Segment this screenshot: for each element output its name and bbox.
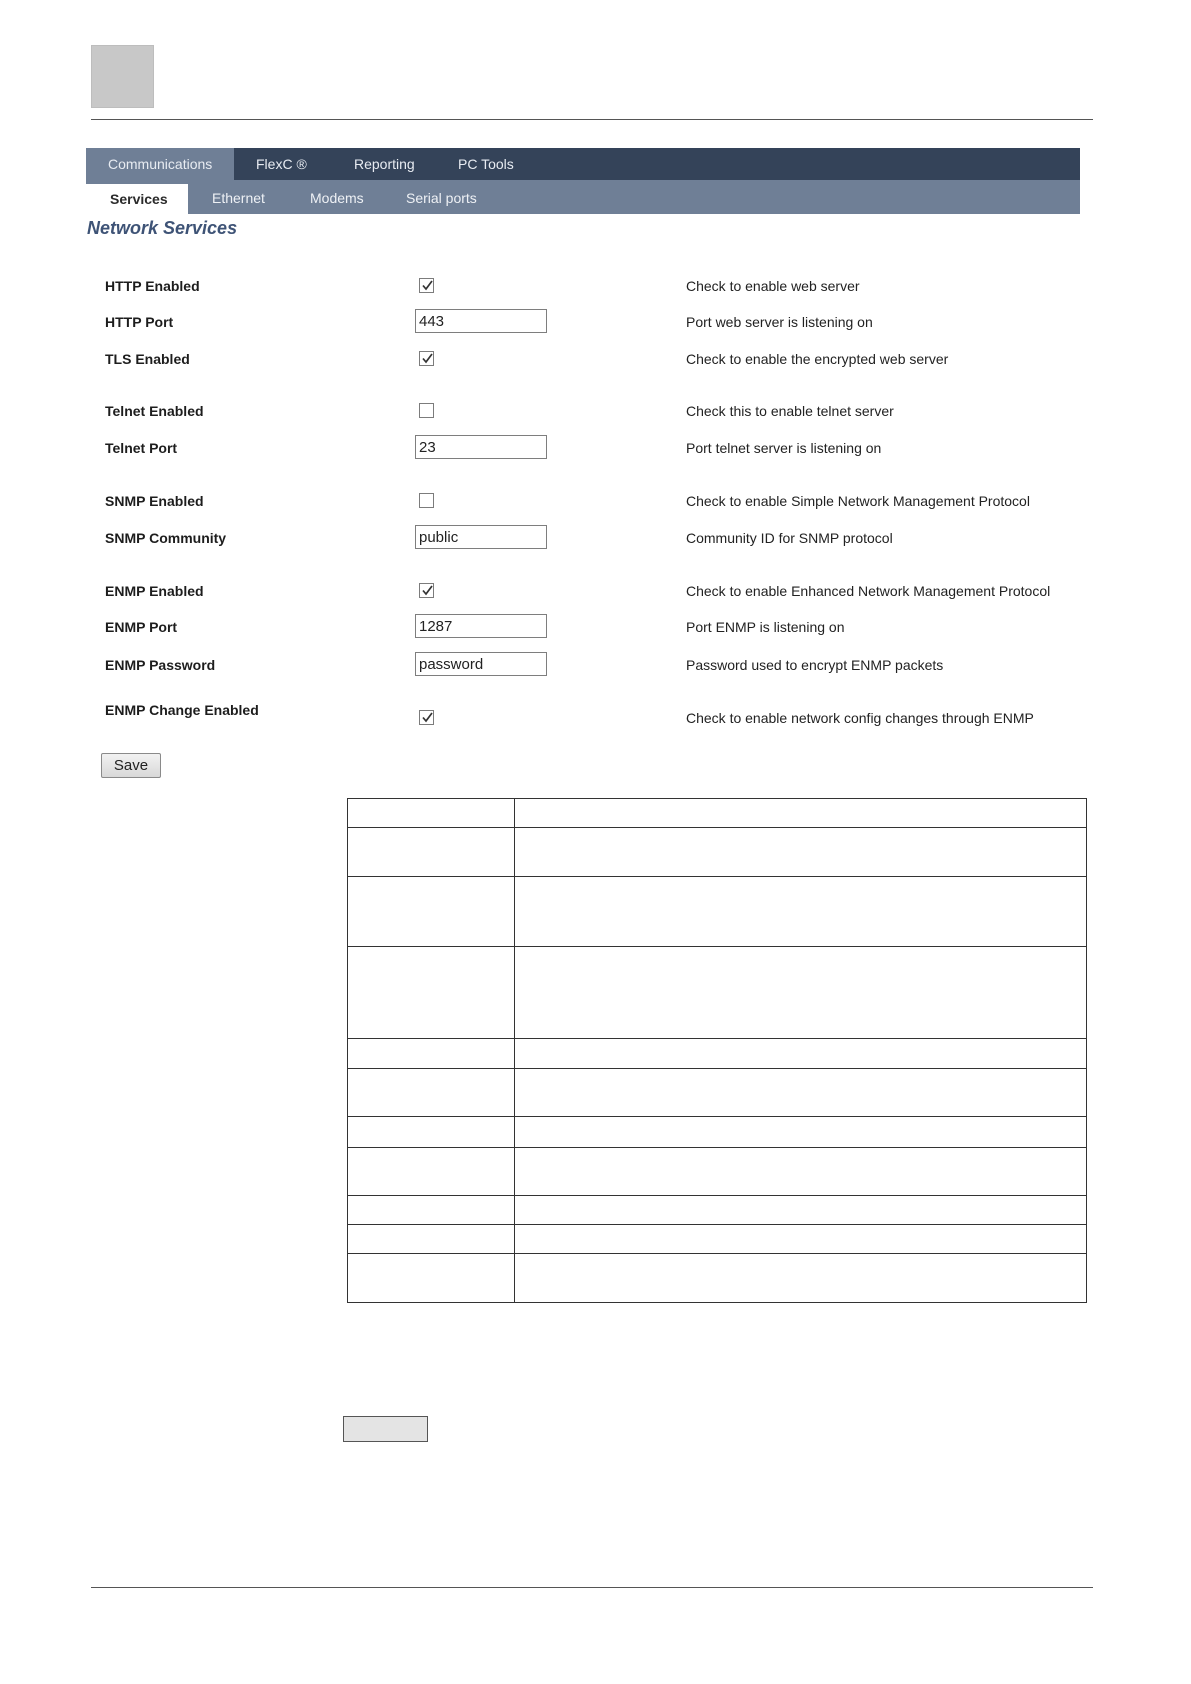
enmp-password-input[interactable] [415, 652, 547, 676]
setting-row-telnet-port [0, 435, 1191, 461]
table-cell [348, 1225, 515, 1254]
table-cell [515, 877, 1087, 947]
http-port-input[interactable] [415, 309, 547, 333]
table-row [348, 799, 1087, 828]
setting-description: Password used to encrypt ENMP packets [686, 657, 944, 673]
table-cell [515, 828, 1087, 877]
table-cell [348, 1148, 515, 1196]
setting-label: Telnet Port [105, 440, 178, 456]
telnet-enabled-checkbox[interactable] [419, 403, 434, 418]
table-row [348, 1069, 1087, 1117]
table-row [348, 1225, 1087, 1254]
blank-button[interactable] [343, 1416, 428, 1442]
setting-label: ENMP Port [105, 619, 178, 635]
tab-serial-ports[interactable]: Serial ports [406, 190, 477, 206]
table-row [348, 1148, 1087, 1196]
table-row [348, 828, 1087, 877]
snmp-enabled-checkbox[interactable] [419, 493, 434, 508]
table-row [348, 947, 1087, 1039]
setting-row-http-enabled [0, 273, 1191, 299]
setting-row-telnet-enabled [0, 398, 1191, 424]
checkmark-icon [421, 279, 434, 292]
telnet-port-input[interactable] [415, 435, 547, 459]
table-row [348, 1117, 1087, 1148]
setting-row-enmp-port [0, 614, 1191, 640]
setting-description: Check to enable network config changes through ENMP [686, 710, 1034, 726]
tab-services[interactable]: Services [86, 184, 188, 214]
setting-row-enmp-password [0, 652, 1191, 678]
setting-label: SNMP Community [105, 530, 227, 546]
setting-description: Check to enable the encrypted web server [686, 351, 949, 367]
table-row [348, 1039, 1087, 1069]
tab-reporting[interactable]: Reporting [354, 156, 415, 172]
tls-enabled-checkbox[interactable] [419, 351, 434, 366]
table-cell [515, 947, 1087, 1039]
setting-row-snmp-community [0, 525, 1191, 551]
table-cell [515, 1069, 1087, 1117]
setting-label: TLS Enabled [105, 351, 190, 367]
tab-ethernet[interactable]: Ethernet [212, 190, 265, 206]
tab-communications[interactable]: Communications [86, 148, 234, 180]
setting-row-snmp-enabled [0, 488, 1191, 514]
setting-description: Community ID for SNMP protocol [686, 530, 893, 546]
tab-pc-tools[interactable]: PC Tools [458, 156, 514, 172]
enmp-port-input[interactable] [415, 614, 547, 638]
setting-description: Check to enable Simple Network Management Protocol [686, 493, 1030, 509]
setting-row-enmp-enabled [0, 578, 1191, 604]
table-cell [348, 1196, 515, 1225]
setting-description: Check to enable Enhanced Network Management Protocol [686, 583, 1051, 599]
header-rule [91, 119, 1093, 120]
table-cell [515, 1148, 1087, 1196]
table-cell [515, 799, 1087, 828]
footer-rule [91, 1587, 1093, 1588]
section-title: Network Services [87, 218, 238, 238]
top-nav [86, 148, 1080, 180]
http-enabled-checkbox[interactable] [419, 278, 434, 293]
table-cell [515, 1117, 1087, 1148]
reference-table [347, 798, 1087, 1303]
setting-description: Check to enable web server [686, 278, 860, 294]
checkmark-icon [421, 352, 434, 365]
table-cell [348, 828, 515, 877]
tab-flexc[interactable]: FlexC ® [256, 156, 307, 172]
setting-description: Port ENMP is listening on [686, 619, 845, 635]
setting-label: HTTP Port [105, 314, 174, 330]
setting-row-tls-enabled [0, 346, 1191, 372]
setting-row-http-port [0, 309, 1191, 335]
setting-label: ENMP Password [105, 657, 216, 673]
checkmark-icon [421, 584, 434, 597]
table-cell [515, 1254, 1087, 1303]
setting-description: Port web server is listening on [686, 314, 873, 330]
table-cell [348, 1039, 515, 1069]
table-cell [348, 947, 515, 1039]
setting-label: SNMP Enabled [105, 493, 204, 509]
table-row [348, 877, 1087, 947]
table-cell [348, 1069, 515, 1117]
checkmark-icon [421, 711, 434, 724]
table-cell [515, 1225, 1087, 1254]
table-cell [348, 877, 515, 947]
corner-block [91, 45, 154, 108]
table-row [348, 1196, 1087, 1225]
save-button[interactable]: Save [101, 753, 161, 778]
setting-label: Telnet Enabled [105, 403, 204, 419]
tab-modems[interactable]: Modems [310, 190, 364, 206]
snmp-community-input[interactable] [415, 525, 547, 549]
setting-row-enmp-change-enabled [0, 697, 1191, 726]
enmp-enabled-checkbox[interactable] [419, 583, 434, 598]
table-row [348, 1254, 1087, 1303]
setting-label: ENMP Change Enabled [105, 702, 259, 718]
setting-description: Port telnet server is listening on [686, 440, 882, 456]
table-cell [348, 1254, 515, 1303]
setting-label: HTTP Enabled [105, 278, 200, 294]
table-cell [348, 799, 515, 828]
table-cell [348, 1117, 515, 1148]
enmp-change-enabled-checkbox[interactable] [419, 710, 434, 725]
table-cell [515, 1039, 1087, 1069]
table-cell [515, 1196, 1087, 1225]
sub-nav [86, 180, 1080, 214]
setting-description: Check this to enable telnet server [686, 403, 894, 419]
setting-label: ENMP Enabled [105, 583, 204, 599]
